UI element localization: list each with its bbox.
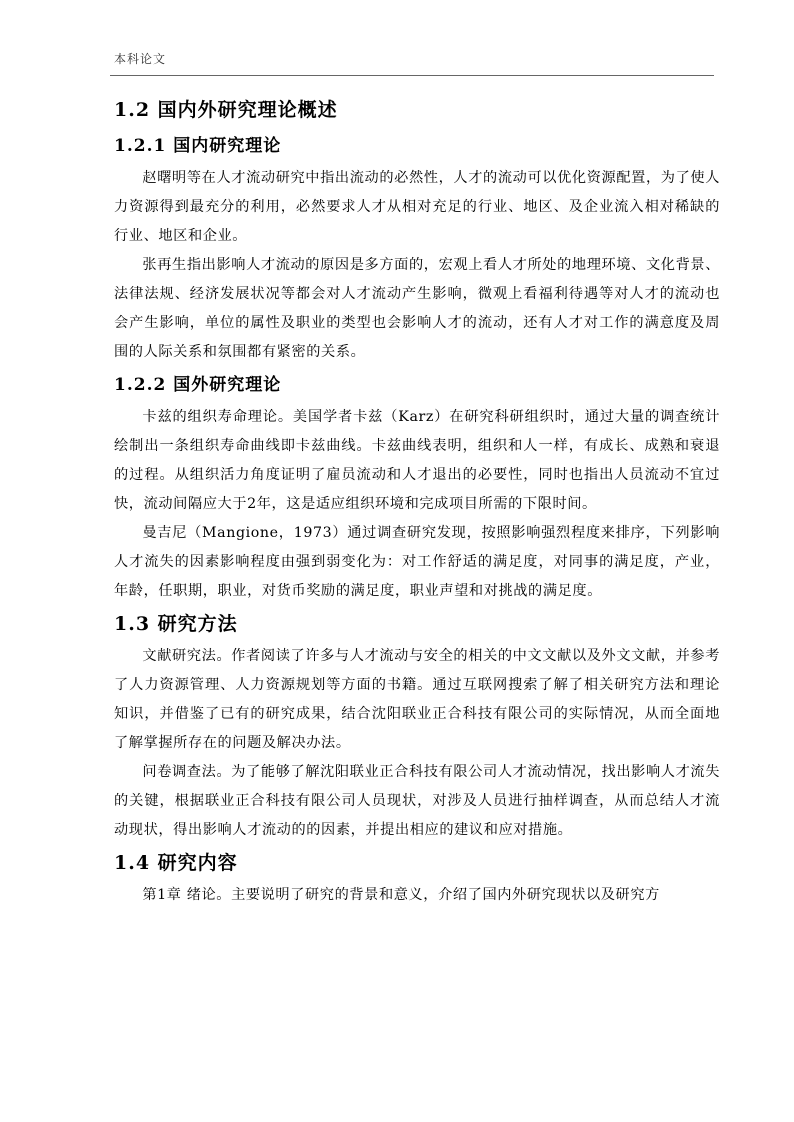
page-content (114, 92, 720, 910)
running-header: 本科论文 (114, 52, 167, 66)
paragraph-domestic-1: 赵曙明等在人才流动研究中指出流动的必然性，人才的流动可以优化资源配置，为了使人力资源得到最充分的利用，必然要求人才从相对充足的行业、地区、及企业流入相对稀缺的行业、地区和企业。 (114, 170, 720, 244)
section-heading-1-2: 1.2 国内外研究理论概述 (114, 99, 338, 121)
paragraph-method-2: 问卷调查法。为了能够了解沈阳联业正合科技有限公司人才流动情况，找出影响人才流失的关键，根据联业正合科技有限公司人员现状，对涉及人员进行抽样调查，从而总结人才流动现状，得出影响人才流动的的因素，并提出相应的建议和应对措施。 (114, 764, 720, 838)
paragraph-foreign-1: 卡兹的组织寿命理论。美国学者卡兹（Karz）在研究科研组织时，通过大量的调查统计绘制出一条组织寿命曲线即卡兹曲线。卡兹曲线表明，组织和人一样，有成长、成熟和衰退的过程。从组织活力角度证明了雇员流动和人才退出的必要性，同时也指出人员流动不宜过快，流动间隔应大于2年，这是适应组织环境和完成项目所需的下限时间。 (114, 409, 720, 512)
section-heading-1-4: 1.4 研究内容 (114, 852, 238, 874)
subsection-heading-1-2-2: 1.2.2 国外研究理论 (114, 375, 282, 395)
paragraph-method-1: 文献研究法。作者阅读了许多与人才流动与安全的相关的中文文献以及外文文献，并参考了人力资源管理、人力资源规划等方面的书籍。通过互联网搜索了解了相关研究方法和理论知识，并借鉴了已有的研究成果，结合沈阳联业正合科技有限公司的实际情况，从而全面地了解掌握所存在的问题及解决办法。 (114, 648, 720, 751)
section-heading-1-3: 1.3 研究方法 (114, 613, 238, 635)
paragraph-domestic-2: 张再生指出影响人才流动的原因是多方面的，宏观上看人才所处的地理环境、文化背景、法律法规、经济发展状况等都会对人才流动产生影响，微观上看福利待遇等对人才的流动也会产生影响，单位的属性及职业的类型也会影响人才的流动，还有人才对工作的满意度及周围的人际关系和氛围都有紧密的关系。 (114, 257, 720, 360)
header-rule (110, 75, 714, 76)
paragraph-foreign-2: 曼吉尼（Mangione，1973）通过调查研究发现，按照影响强烈程度来排序，下列影响人才流失的因素影响程度由强到弱变化为：对工作舒适的满足度，对同事的满足度，产业，年龄，任职期，职业，对货币奖励的满足度，职业声望和对挑战的满足度。 (114, 525, 720, 599)
paragraph-content-1: 第1章 绪论。主要说明了研究的背景和意义，介绍了国内外研究现状以及研究方 (142, 887, 660, 903)
subsection-heading-1-2-1: 1.2.1 国内研究理论 (114, 136, 282, 156)
